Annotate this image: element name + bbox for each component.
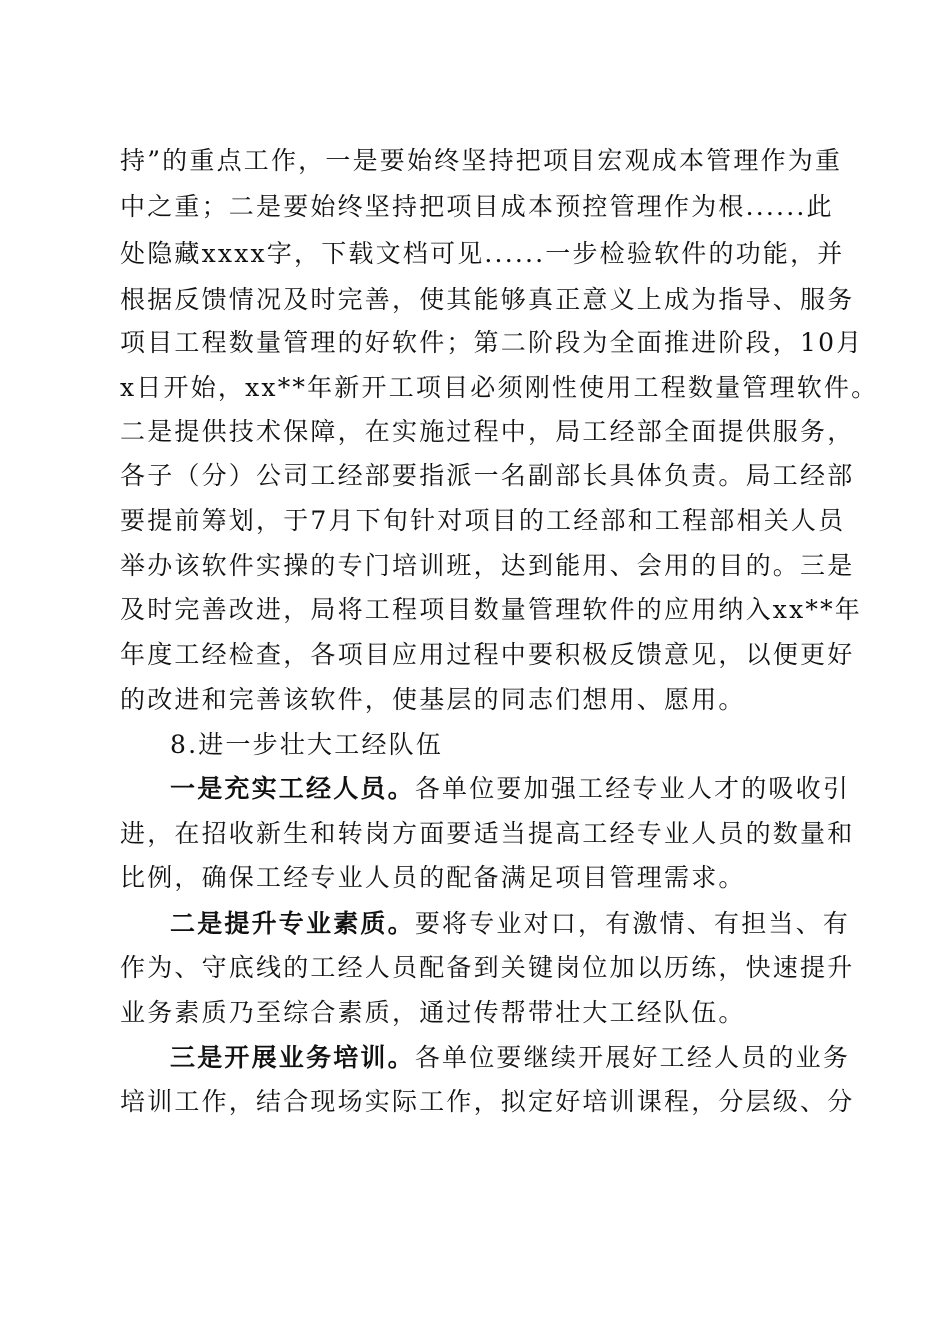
body-line: 二是提供技术保障，在实施过程中，局工经部全面提供服务， (120, 417, 855, 446)
body-line: 业务素质乃至综合素质，通过传帮带壮大工经队伍。 (120, 998, 746, 1027)
section-heading: 8.进一步壮大工经队伍 (170, 730, 444, 759)
body-line: 处隐藏xxxx字，下载文档可见......一步检验软件的功能，并 (120, 239, 845, 268)
body-line: 举办该软件实操的专门培训班，达到能用、会用的目的。三是 (120, 551, 855, 580)
body-line: 中之重；二是要始终坚持把项目成本预控管理作为根......此 (120, 192, 834, 221)
paragraph-lead: 一是充实工经人员。 (170, 774, 415, 803)
paragraph-text: 要将专业对口，有激情、有担当、有 (414, 909, 851, 938)
paragraph-text: 各单位要加强工经专业人才的吸收引 (414, 774, 851, 803)
body-line: 进，在招收新生和转岗方面要适当提高工经专业人员的数量和 (120, 819, 855, 848)
body-line: 作为、守底线的工经人员配备到关键岗位加以历练，快速提升 (120, 953, 855, 982)
body-line: 年度工经检查，各项目应用过程中要积极反馈意见，以便更好 (120, 640, 855, 669)
paragraph-first-line (170, 771, 950, 807)
body-line: 各子（分）公司工经部要指派一名副部长具体负责。局工经部 (120, 461, 855, 490)
body-line: 及时完善改进，局将工程项目数量管理软件的应用纳入xx**年 (120, 595, 863, 624)
paragraph-first-line (170, 906, 950, 942)
body-line: 培训工作，结合现场实际工作，拟定好培训课程，分层级、分 (120, 1087, 855, 1116)
body-line: 要提前筹划，于7月下旬针对项目的工经部和工程部相关人员 (120, 506, 846, 535)
body-line: x日开始，xx**年新开工项目必须刚性使用工程数量管理软件。 (120, 373, 879, 402)
body-line: 持”的重点工作，一是要始终坚持把项目宏观成本管理作为重 (120, 146, 843, 175)
paragraph-text: 各单位要继续开展好工经人员的业务 (414, 1043, 851, 1072)
body-line: 的改进和完善该软件，使基层的同志们想用、愿用。 (120, 685, 746, 714)
paragraph-lead: 二是提升专业素质。 (170, 909, 415, 938)
paragraph-lead: 三是开展业务培训。 (170, 1043, 415, 1072)
body-line: 比例，确保工经专业人员的配备满足项目管理需求。 (120, 863, 746, 892)
body-line: 项目工程数量管理的好软件；第二阶段为全面推进阶段，10月 (120, 328, 864, 357)
paragraph-first-line (170, 1040, 950, 1076)
body-line: 根据反馈情况及时完善，使其能够真正意义上成为指导、服务 (120, 285, 855, 314)
